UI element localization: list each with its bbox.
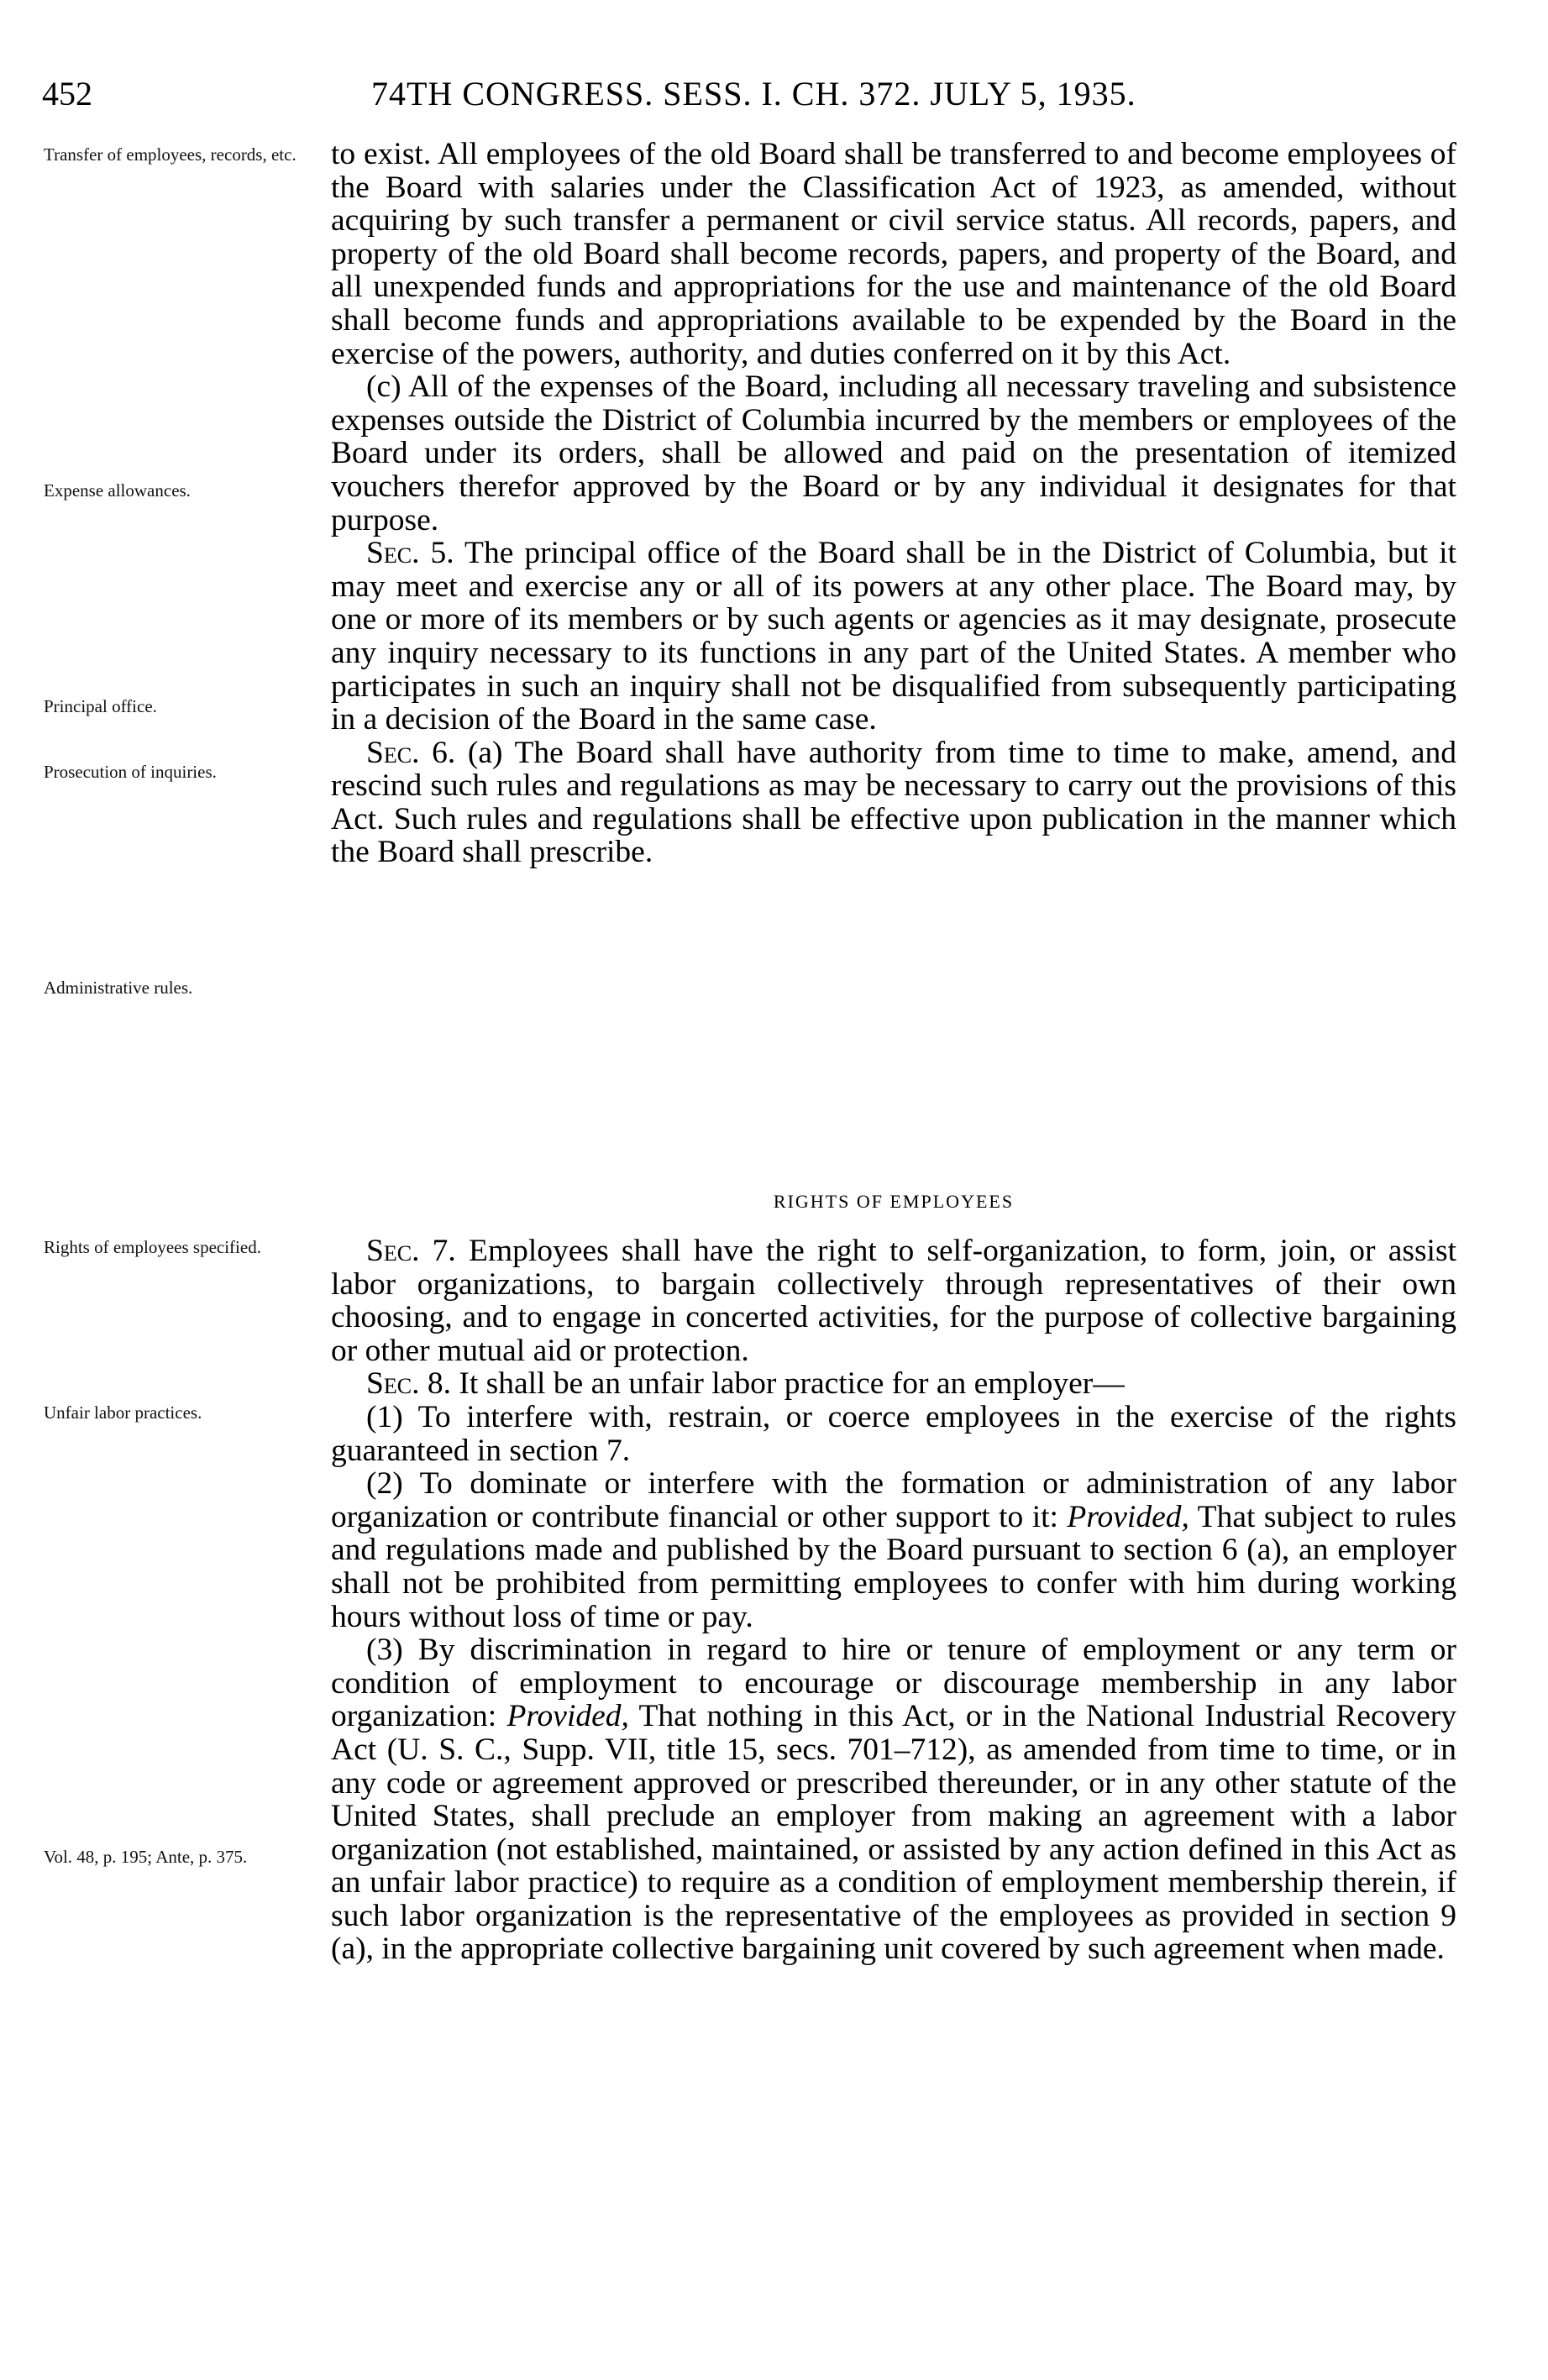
page-header (42, 74, 1470, 124)
margin-note-expense: Expense allowances. (44, 480, 191, 501)
running-title: 74TH CONGRESS. SESS. I. CH. 372. JULY 5, 1935. (371, 75, 1136, 113)
paragraph-expenses: (c) All of the expenses of the Board, including all necessary traveling and subsistence expenses outside the District of Columbia incurred by the members or employees of the Board under its orders, shall be allowed and paid on the presentation of itemized vouchers therefor approved by the Board or by any individual it designates for that purpose. (331, 370, 1456, 537)
section-heading: RIGHTS OF EMPLOYEES (773, 1191, 1015, 1212)
body-text-upper (331, 138, 1456, 869)
page-number: 452 (42, 75, 92, 113)
proviso: Provided, (1067, 1499, 1189, 1534)
clause-text: That nothing in this Act, or in the National Industrial Recovery Act (U. S. C., Supp. VII, title 15, secs. 701–712), as amended from time to time, or in any code or agreement approved or prescribed thereunder, or in any other statute of the United States, shall preclude an employer from making an agreement with a labor organization (not established, maintained, or assisted by any action defined in this Act as an unfair labor practice) to require as a condition of employment membership therein, if such labor organization is the representative of the employees as provided in section 9 (a), in the appropriate collective bargaining unit covered by such agreement when made. (331, 1699, 1456, 1967)
margin-note-reference: Vol. 48, p. 195; Ante, p. 375. (44, 1847, 248, 1867)
margin-note-prosecution: Prosecution of inquiries. (44, 762, 217, 782)
proviso: Provided, (506, 1699, 629, 1734)
section-label: Sec. 6. (366, 735, 456, 770)
paragraph-sec-6 (331, 737, 1456, 869)
paragraph-clause-2 (331, 1467, 1456, 1633)
paragraph-transfer: to exist. All employees of the old Board shall be transferred to and become employees of the Board with salaries under the Classification Act of 1923, as amended, without acquiring by such transfer a permanent or civil service status. All records, papers, and property of the old Board shall become records, papers, and property of the Board, and all unexpended funds and appropriations for the use and maintenance of the old Board shall become funds and appropriations available to be expended by the Board in the exercise of the powers, authority, and duties conferred on it by this Act. (331, 137, 1456, 371)
margin-note-transfer: Transfer of employees, records, etc. (44, 144, 296, 165)
paragraph-text: The principal office of the Board shall be in the District of Columbia, but it may meet and exercise any or all of its powers at any other place. The Board may, by one or more of its members or by such agents or agencies as it may designate, prosecute any inquiry necessary to its functions in any part of the United States. A member who participates in such an inquiry shall not be disqualified from subsequently participating in a decision of the Board in the same case. (331, 536, 1456, 737)
margin-note-principal-office: Principal office. (44, 696, 157, 716)
paragraph-sec-5 (331, 537, 1456, 737)
section-label: Sec. 7. (366, 1234, 456, 1268)
clause-text: (3) By discrimination in regard to hire or tenure of employment or any term or condition of employment to encourage or discourage membership in any labor organization: (331, 1633, 1456, 1734)
clause-text: (2) To dominate or interfere with the formation or administration of any labor organization or contribute financial or other support to it: (331, 1466, 1456, 1534)
section-label: Sec. 8. (366, 1366, 451, 1402)
paragraph-text: (a) The Board shall have authority from time to time to make, amend, and rescind such rules and regulations as may be necessary to carry out the provisions of this Act. Such rules and regulations shall be effective upon publication in the manner which the Board shall prescribe. (331, 735, 1457, 870)
paragraph-sec-8 (331, 1367, 1456, 1401)
body-text-lower (331, 1235, 1456, 1966)
clause-text: That subject to rules and regulations made and published by the Board pursuant to section 6 (a), an employer shall not be prohibited from permitting employees to confer with him during working hours without loss of time or pay. (331, 1499, 1456, 1634)
paragraph-sec-7 (331, 1235, 1456, 1367)
paragraph-text: It shall be an unfair labor practice for an employer— (459, 1366, 1125, 1402)
paragraph-clause-3 (331, 1633, 1456, 1966)
paragraph-text: Employees shall have the right to self-organization, to form, join, or assist labor organizations, to bargain collectively through representatives of their own choosing, and to engage in concerted activities, for the purpose of collective bargaining or other mutual aid or protection. (331, 1234, 1456, 1368)
paragraph-clause-1: (1) To interfere with, restrain, or coerce employees in the exercise of the rights guaranteed in section 7. (331, 1399, 1456, 1468)
margin-note-rights: Rights of employees specified. (44, 1237, 261, 1257)
margin-note-administrative: Administrative rules. (44, 978, 193, 998)
section-label: Sec. 5. (366, 536, 454, 571)
margin-note-unfair: Unfair labor practices. (44, 1402, 202, 1423)
